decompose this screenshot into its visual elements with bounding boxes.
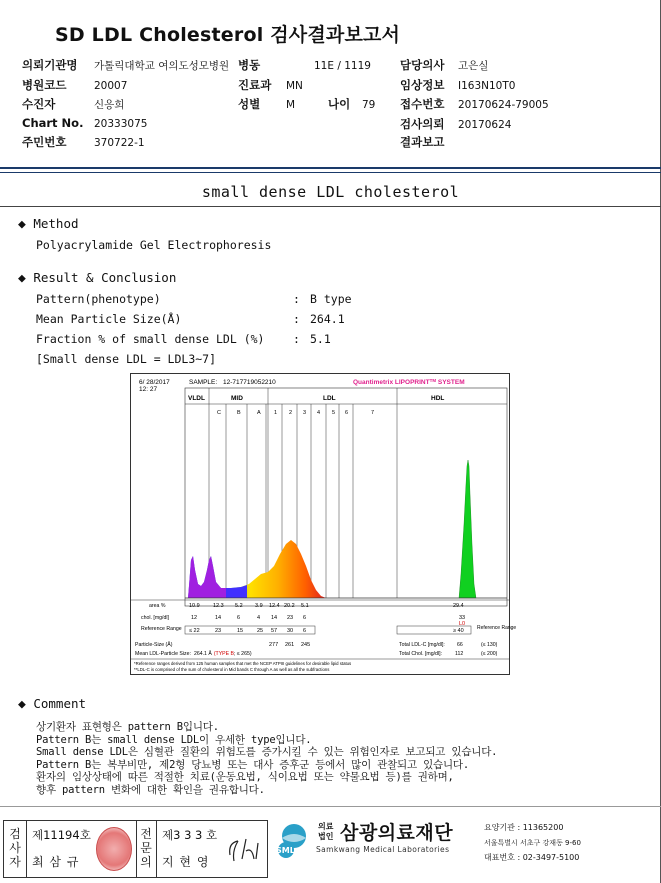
ref-value: 6 [303, 628, 307, 634]
total-chol-ref: (≤ 200) [481, 651, 498, 657]
info-hospital-code: 병원코드 20007 [22, 78, 128, 92]
bullet-diamond-icon: ◆ [18, 697, 26, 712]
comment-line: Pattern B는 복부비만, 제2형 당뇨병 또는 대사 증후군 등에서 많이 관찰되고 있습니다. [36, 758, 469, 771]
org-name: 삼광의료재단 [340, 822, 454, 844]
header-divider [0, 167, 661, 169]
sig-divider [26, 821, 27, 877]
chart-plot-frame [185, 388, 507, 606]
chart-row-chol-label: chol. [mg/dl] [141, 615, 169, 621]
chol-value: 23 [287, 615, 294, 621]
result-size-sep: : [293, 312, 300, 326]
section-divider [0, 206, 661, 207]
footer-divider [0, 806, 661, 807]
hdl-ref-value: ≥ 40 [453, 628, 464, 634]
info-department: 진료과 MN [238, 78, 303, 92]
org-english-name: Samkwang Medical Laboratories [316, 845, 450, 854]
result-note: [Small dense LDL = LDL3~7] [36, 352, 217, 366]
specialist-license-no: 제3 3 3 호 [162, 828, 218, 842]
specialist-label: 전 문 의 [140, 827, 152, 869]
tester-name: 최 삼 규 [32, 855, 80, 869]
chart-sample-label: SAMPLE: [189, 379, 218, 386]
ref-value: 57 [271, 628, 278, 634]
info-doctor: 담당의사 고은실 [400, 58, 489, 72]
info-patient: 수진자 신응희 [22, 97, 125, 111]
chart-brand: Quantimetrix LIPOPRINT™ SYSTEM [353, 378, 465, 386]
info-ward: 병동 11E / 1119 [238, 58, 371, 72]
area-value: 20.2 [284, 603, 295, 609]
lipoprint-chart [130, 373, 517, 675]
seal-stamp-icon [96, 827, 132, 871]
method-text: Polyacrylamide Gel Electrophoresis [36, 238, 272, 252]
info-report-date: 결과보고 [400, 135, 445, 149]
area-value: 5.1 [301, 603, 309, 609]
chart-row-area-label: area % [149, 603, 166, 609]
info-receipt-no: 접수번호 20170624-79005 [400, 97, 549, 111]
section-title: small dense LDL cholesterol [201, 183, 460, 201]
comment-line: 상기환자 표현형은 pattern B입니다. [36, 721, 219, 733]
info-resident-no: 주민번호 370722-1 [22, 135, 145, 149]
org-prefix: 의료 법인 [318, 822, 334, 841]
particle-size: 261 [285, 642, 295, 648]
info-age: 나이 79 [328, 97, 376, 111]
total-chol-label: Total Chol. [mg/dl]: [399, 651, 442, 657]
signature-icon [224, 829, 264, 869]
chol-value: 6 [303, 615, 307, 621]
result-size-value: 264.1 [310, 312, 345, 326]
comment-body [36, 721, 497, 797]
sig-divider [156, 821, 157, 877]
tester-label: 검 사 자 [9, 827, 21, 869]
hdl-area-value: 29.4 [453, 603, 464, 609]
org-code: 요양기관 : 11365200 [484, 823, 564, 832]
particle-size: 245 [301, 642, 311, 648]
chol-value: 14 [215, 615, 222, 621]
band-group-ldl: LDL [323, 395, 336, 402]
logo-text: SML [276, 846, 295, 855]
lipoprint-chart-svg [131, 374, 517, 674]
comment-heading: ◆ Comment [18, 696, 87, 712]
particle-size: 277 [269, 642, 279, 648]
result-heading: ◆ Result & Conclusion [18, 270, 177, 286]
band-mid-c: C [217, 410, 221, 416]
info-chart-no: Chart No. 20333075 [22, 116, 148, 130]
chart-particle-label: Particle-Size (Å) [135, 642, 173, 648]
chart-hdl-peak [459, 460, 476, 598]
result-fraction-sep: : [293, 332, 300, 346]
band-mid-a: A [257, 410, 261, 416]
comment-line: Pattern B는 small dense LDL이 우세한 type입니다. [36, 733, 312, 746]
chol-value: 6 [237, 615, 241, 621]
result-size-label: Mean Particle Size(Å) [36, 312, 182, 326]
ref-value: ≤ 22 [189, 628, 200, 634]
chart-sample-id: 12-717719052210 [223, 379, 276, 386]
sig-divider [136, 821, 137, 877]
chol-value: 14 [271, 615, 278, 621]
result-fraction-value: 5.1 [310, 332, 331, 346]
chol-value: 12 [191, 615, 198, 621]
chart-ref-values [189, 628, 464, 634]
ref-range-box [185, 626, 315, 634]
org-address: 서울특별시 서초구 강재동 9-60 [484, 839, 581, 847]
result-pattern-value: B type [310, 292, 352, 306]
hdl-chol-value: 33 [459, 615, 466, 621]
band-group-vldl: VLDL [188, 395, 205, 402]
bullet-diamond-icon: ◆ [18, 271, 26, 286]
band-group-hdl: HDL [431, 395, 445, 402]
chart-footnote-1: *Reference ranges derived from 125 human samples that met the NCEP ATPIII guidelines for desirable lipid status [134, 661, 352, 666]
chart-mid-curve [226, 585, 247, 598]
chol-value: 4 [257, 615, 261, 621]
ref-value: 30 [287, 628, 294, 634]
ref-value: 15 [237, 628, 244, 634]
band-ldl-6: 6 [345, 410, 349, 416]
total-ldl-label: Total LDL-C [mg/dl]: [399, 642, 445, 648]
comment-line: 향후 pattern 변화에 대한 확인을 권유합니다. [36, 783, 265, 796]
header-divider-thin [0, 172, 661, 173]
area-value: 5.2 [235, 603, 243, 609]
area-value: 3.9 [255, 603, 263, 609]
org-phone: 대표번호 : 02-3497-5100 [484, 853, 580, 862]
method-heading: ◆ Method [18, 216, 79, 232]
band-ldl-3: 3 [303, 410, 307, 416]
hdl-flag: L0 [459, 621, 466, 627]
ref-range-right-label: Reference Range [477, 625, 517, 631]
chart-time: 12: 27 [139, 386, 158, 393]
band-ldl-7: 7 [371, 410, 375, 416]
info-clinical: 임상정보 I163N10T0 [400, 78, 516, 92]
chart-row-ref-label: Reference Range [141, 626, 182, 632]
band-ldl-4: 4 [317, 410, 321, 416]
result-pattern-label: Pattern(phenotype) [36, 292, 161, 306]
comment-line: 환자의 임상상태에 따른 적절한 치료(운동요법, 식이요법 또는 약물요법 등)를 권하며, [36, 771, 454, 784]
specialist-name: 지 현 영 [162, 855, 210, 869]
info-request-date: 검사의뢰 20170624 [400, 117, 512, 131]
report-title: SD LDL Cholesterol 검사결과보고서 [55, 24, 401, 46]
chart-footnote-2: **LDL-C is comprised of the sum of cholesterol in Mid bands C through A as well as all the subfractions [134, 667, 330, 672]
chart-date: 6/ 28/2017 [139, 379, 170, 386]
area-value: 10.9 [189, 603, 200, 609]
comment-line: Small dense LDL은 심혈관 질환의 위험도를 증가시킬 수 있는 위험인자로 보고되고 있습니다. [36, 746, 498, 759]
band-mid-b: B [237, 410, 241, 416]
ref-value: 25 [257, 628, 264, 634]
total-ldl-value: 66 [457, 642, 463, 648]
result-fraction-label: Fraction % of small dense LDL (%) [36, 332, 265, 346]
chart-mean-label: Mean LDL-Particle Size: 264.1 Å (TYPE B; ≤ 265) [135, 651, 252, 657]
info-institution: 의뢰기관명 가톨릭대학교 여의도성모병원 [22, 58, 230, 72]
bullet-diamond-icon: ◆ [18, 217, 26, 232]
result-pattern-sep: : [293, 292, 300, 306]
total-chol-value: 112 [455, 651, 464, 657]
signature-box [3, 820, 268, 878]
ref-value: 23 [215, 628, 222, 634]
sml-logo-icon [272, 820, 316, 862]
info-sex: 성별 M [238, 97, 296, 111]
total-ldl-ref: (≤ 130) [481, 642, 498, 648]
band-ldl-1: 1 [274, 410, 278, 416]
band-group-mid: MID [231, 395, 243, 402]
band-ldl-2: 2 [289, 410, 293, 416]
band-ldl-5: 5 [332, 410, 336, 416]
chart-chol-values [191, 615, 465, 627]
tester-license-no: 제11194호 [32, 828, 91, 842]
chart-vldl-curve [188, 556, 226, 598]
area-value: 12.4 [269, 603, 280, 609]
area-value: 12.3 [213, 603, 224, 609]
